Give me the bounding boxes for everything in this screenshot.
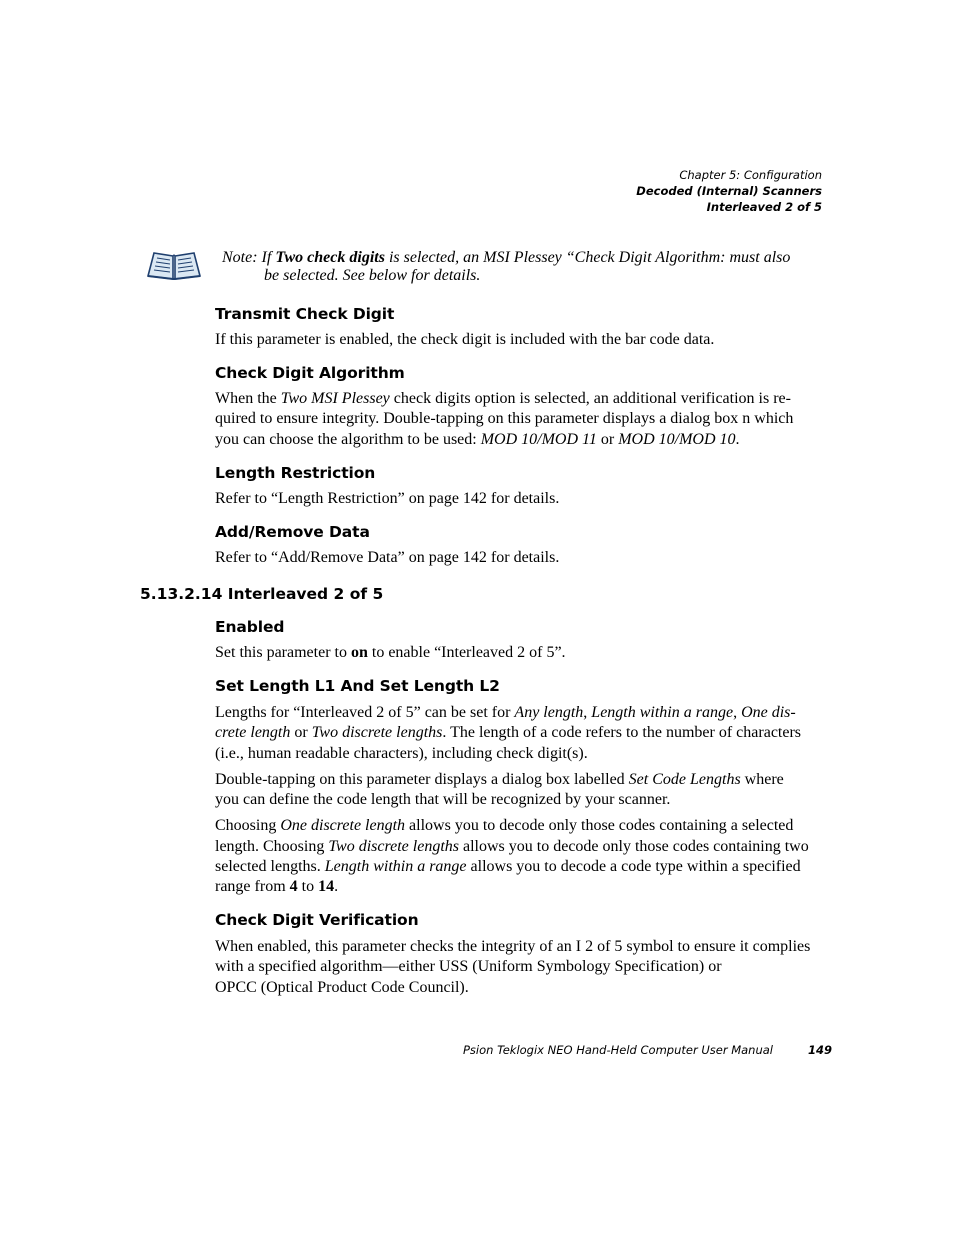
- length-text: Refer to “Length Restriction” on page 142 for details.: [215, 490, 560, 507]
- note-line1: is selected, an MSI Plessey “Check Digit Algorithm: must also: [384, 249, 791, 266]
- length-heading: Length Restriction: [215, 464, 376, 482]
- enabled-text: Set this parameter to on to enable “Interleaved 2 of 5”.: [215, 644, 566, 661]
- verification-text: When enabled, this parameter checks the integrity of an I 2 of 5 symbol to ensure it complies with a specified algorithm—either USS (Uniform Symbology Specification) or OPCC (Optical Product Code Council).: [215, 938, 811, 996]
- note-line2: be selected. See below for details.: [264, 267, 481, 284]
- addremove-heading: Add/Remove Data: [215, 523, 370, 541]
- set-length-block: [215, 676, 829, 898]
- note-text: [222, 249, 832, 285]
- transmit-text: If this parameter is enabled, the check digit is included with the bar code data.: [215, 331, 715, 348]
- algorithm-text: When the Two MSI Plessey check digits option is selected, an additional verification is re- quired to ensure integrity. Double-tapping on this parameter displays a dialog box n which you can choose the algorithm to be used: MOD 10/MOD 11 or MOD 10/MOD 10.: [215, 390, 794, 448]
- running-head-subsection: Interleaved 2 of 5: [706, 200, 822, 214]
- transmit-heading: Transmit Check Digit: [215, 305, 395, 323]
- note-bold-term: Two check digits: [275, 249, 385, 266]
- page-number: 149: [808, 1043, 833, 1057]
- setlength-para-1: Lengths for “Interleaved 2 of 5” can be set for Any length, Length within a range, One dis- crete length or Two discrete lengths. The length of a code refers to the number of characters (i.e., human readable characters), including check digit(s).: [215, 704, 802, 762]
- setlength-para-3: Choosing One discrete length allows you to decode only those codes containing a selected length. Choosing Two discrete lengths allows you to decode only those codes containing two selected lengths. Length within a range allows you to decode a code type within a specified range from 4 to 14.: [215, 817, 809, 896]
- setlength-heading: Set Length L1 And Set Length L2: [215, 677, 500, 695]
- running-head-section: Decoded (Internal) Scanners: [636, 184, 822, 198]
- length-restriction-block: [215, 463, 829, 509]
- running-head: [636, 167, 822, 215]
- enabled-block: [215, 617, 829, 663]
- transmit-check-digit-block: [215, 304, 829, 350]
- addremove-text: Refer to “Add/Remove Data” on page 142 for details.: [215, 549, 560, 566]
- enabled-heading: Enabled: [215, 618, 285, 636]
- check-digit-algorithm-block: [215, 363, 829, 450]
- check-digit-verification-block: [215, 910, 829, 998]
- setlength-para-2: Double-tapping on this parameter displays a dialog box labelled Set Code Lengths where you can define the code length that will be recognized by your scanner.: [215, 770, 784, 809]
- section-heading: 5.13.2.14 Interleaved 2 of 5: [140, 585, 384, 603]
- footer-title: Psion Teklogix NEO Hand-Held Computer User Manual: [463, 1043, 773, 1057]
- running-head-chapter: Chapter 5: Configuration: [679, 168, 822, 182]
- add-remove-data-block: [215, 522, 829, 568]
- open-book-icon: [146, 249, 202, 281]
- note-prefix: Note: If: [222, 249, 276, 266]
- algorithm-heading: Check Digit Algorithm: [215, 364, 405, 382]
- verification-heading: Check Digit Verification: [215, 911, 419, 929]
